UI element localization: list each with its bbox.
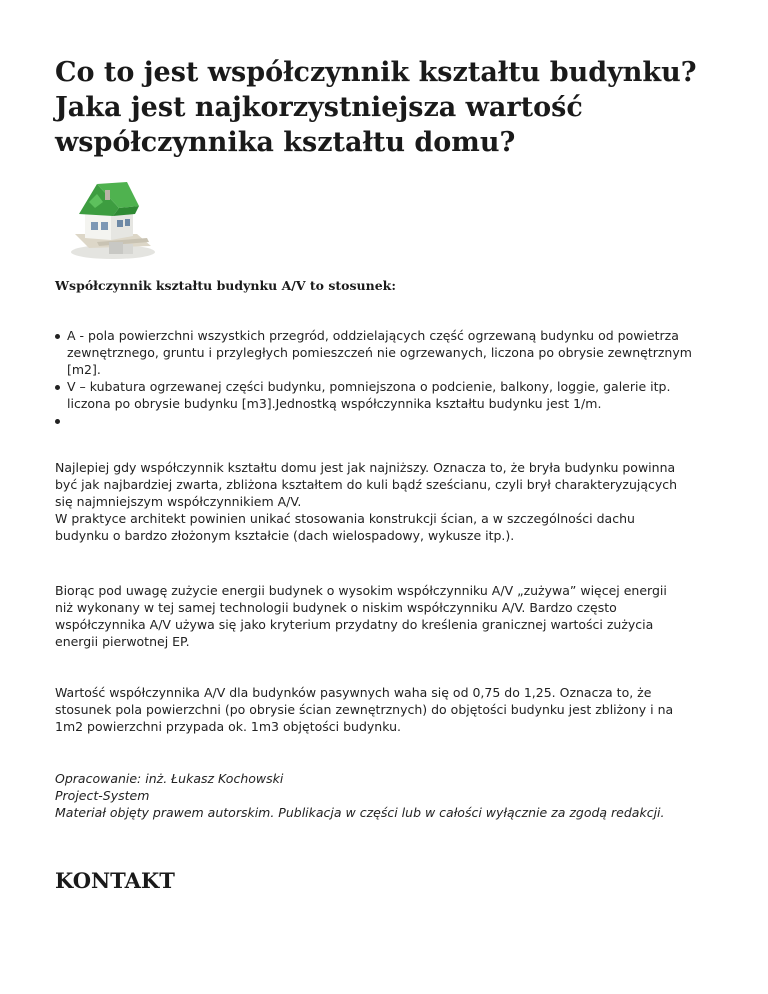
text-line: W praktyce architekt powinien unikać stosowania konstrukcji ścian, a w szczególności dachu (55, 511, 635, 526)
list-item-line: V – kubatura ogrzewanej części budynku, pomniejszona o podcienie, balkony, loggie, galerie itp. (67, 379, 671, 394)
list-item (55, 378, 720, 412)
text-line: Wartość współczynnika A/V dla budynków pasywnych waha się od 0,75 do 1,25. Oznacza to, że (55, 685, 652, 700)
author-credits (55, 770, 720, 821)
text-line: Biorąc pod uwagę zużycie energii budynek o wysokim współczynniku A/V „zużywa” więcej energii (55, 583, 667, 598)
title-line: Jaka jest najkorzystniejsza wartość (55, 92, 583, 123)
definition-heading: Współczynnik kształtu budynku A/V to stosunek: (55, 278, 396, 293)
paragraph-2 (55, 582, 720, 650)
text-line: 1m2 powierzchni przypada ok. 1m3 objętości budynku. (55, 719, 401, 734)
text-line: stosunek pola powierzchni (po obrysie ścian zewnętrznych) do objętości budynku jest zbliżony i na (55, 702, 674, 717)
credit-company: Project-System (55, 788, 150, 803)
paragraph-3 (55, 684, 720, 735)
list-item (55, 327, 720, 378)
list-item-line: A - pola powierzchni wszystkich przegród, oddzielających część ogrzewaną budynku od powietrza (67, 328, 679, 343)
page-title (55, 55, 715, 160)
credit-author: Opracowanie: inż. Łukasz Kochowski (55, 771, 284, 786)
title-line: współczynnika kształtu domu? (55, 127, 516, 158)
text-line: być jak najbardziej zwarta, zbliżona kształtem do kuli bądź sześcianu, czyli brył charakteryzujących (55, 477, 678, 492)
text-line: Najlepiej gdy współczynnik kształtu domu jest jak najniższy. Oznacza to, że bryła budynku powinna (55, 460, 676, 475)
text-line: niż wykonany w tej samej technologii budynek o niskim współczynniku A/V. Bardzo często (55, 600, 617, 615)
definition-list (55, 327, 720, 429)
paragraph-1 (55, 459, 720, 544)
list-item-line: liczona po obrysie budynku [m3].Jednostką współczynnika kształtu budynku jest 1/m. (67, 396, 602, 411)
contact-heading: KONTAKT (55, 868, 175, 893)
text-line: energii pierwotnej EP. (55, 634, 190, 649)
list-item-line: [m2]. (67, 362, 101, 377)
title-line: Co to jest współczynnik kształtu budynku? (55, 57, 697, 88)
list-item-empty (55, 412, 720, 429)
text-line: budynku o bardzo złożonym kształcie (dach wielospadowy, wykusze itp.). (55, 528, 515, 543)
house-image (67, 172, 159, 264)
list-item-line: zewnętrznego, gruntu i przyległych pomieszczeń nie ogrzewanych, liczona po obrysie zewnętrznym (67, 345, 692, 360)
list-item-line (67, 412, 720, 429)
house-with-green-roof-image (67, 172, 159, 264)
credit-copyright: Materiał objęty prawem autorskim. Publikacja w części lub w całości wyłącznie za zgodą redakcji. (55, 805, 665, 820)
text-line: współczynnika A/V używa się jako kryterium przydatny do kreślenia granicznej wartości zużycia (55, 617, 654, 632)
text-line: się najmniejszym współczynnikiem A/V. (55, 494, 302, 509)
